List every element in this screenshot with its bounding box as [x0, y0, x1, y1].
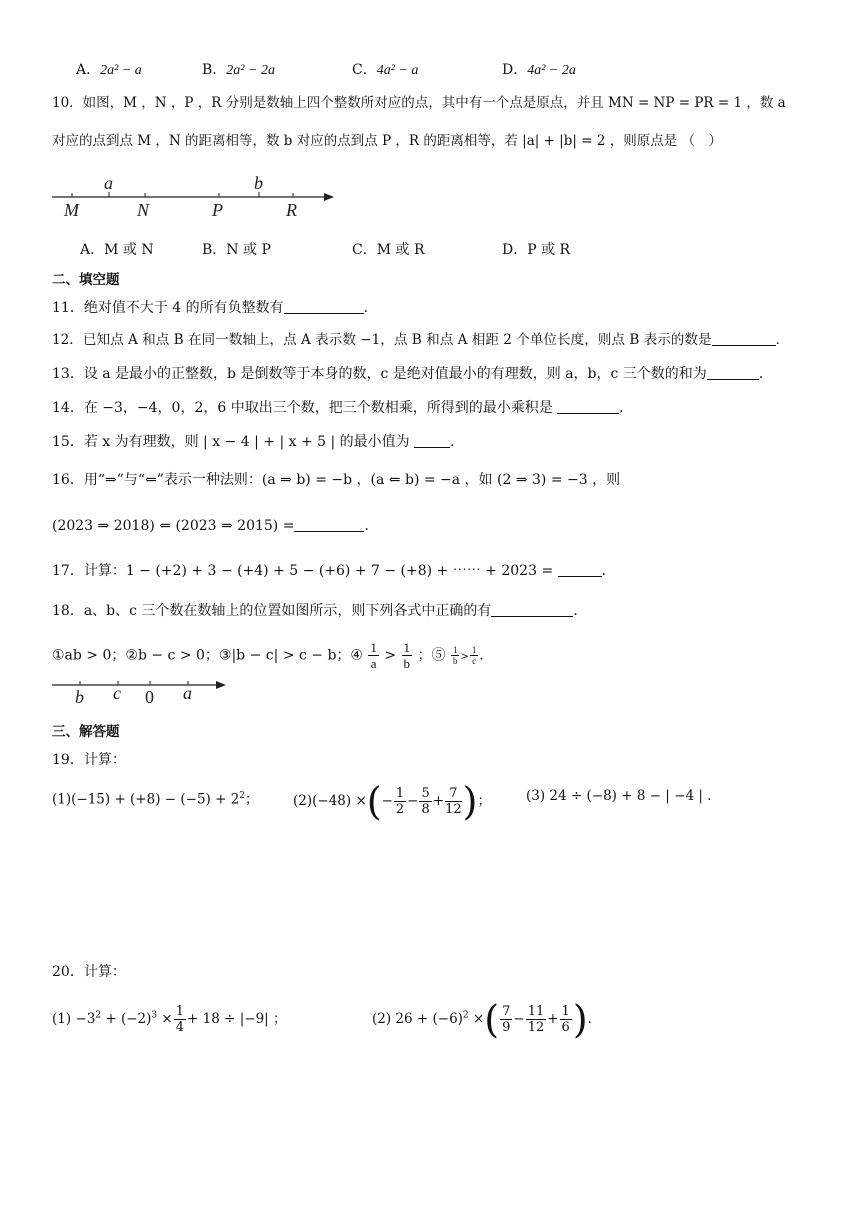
q9-option-d: D．4a² − 2a: [502, 62, 576, 78]
q10-option-c: C．M 或 R: [352, 242, 425, 258]
q10-number-line: [50, 172, 340, 222]
answer-blank: [707, 365, 759, 380]
q11: 11．绝对值不大于 4 的所有负整数有 ．: [52, 300, 378, 316]
q19-part3: (3) 24 ÷ (−8) + 8 − | −4 | .: [526, 788, 712, 804]
axis-label-a: a: [183, 683, 192, 703]
q10-option-a: A．M 或 N: [80, 242, 154, 258]
q16-line1: 16．用“⇒”与“⇐”表示一种法则：(a ⇒ b) = −b ，(a ⇐ b) = −a ，如 (2 ⇒ 3) = −3 ，则: [52, 472, 621, 488]
axis-label-c: c: [113, 683, 121, 703]
answer-blank: [712, 331, 776, 346]
q18-number-line: [50, 674, 240, 708]
q10-option-b: B．N 或 P: [202, 242, 271, 258]
q14: 14．在 −3，−4，0，2，6 中取出三个数，把三个数相乘，所得到的最小乘积是 ．: [52, 400, 634, 416]
axis-label-b: b: [254, 173, 263, 193]
axis-label-p: P: [212, 200, 223, 220]
q13: 13．设 a 是最小的正整数，b 是倒数等于本身的数，c 是绝对值最小的有理数，则 a，b，c 三个数的和为 ．: [52, 366, 773, 382]
answer-blank: [294, 517, 364, 532]
q12: 12．已知点 A 和点 B 在同一数轴上，点 A 表示数 −1，点 B 和点 A 相距 2 个单位长度，则点 B 表示的数是 ．: [52, 332, 790, 348]
q9-option-a: A．2a² − a: [76, 62, 142, 78]
q9-option-b: B．2a² − 2a: [202, 62, 275, 78]
q17: 17．计算：1 − (+2) + 3 − (+4) + 5 − (+6) + 7 − (+8) + ⋯⋯ + 2023 = ．: [52, 563, 616, 579]
axis-label-a: a: [104, 173, 113, 193]
q19-title: 19．计算：: [52, 752, 126, 768]
q20-part1: $(1) -3^2 + (-2)^3$ × $\frac{1}{4}$ + 18 ÷ |−9| ；: [52, 1004, 287, 1035]
q19-part2: (2)(−48) ×(− $\frac{1}{2}$ − $\frac{5}{8}$ + $\frac{7}{12}$ )；: [293, 779, 491, 824]
q20-part2: (2) $26 + (-6)^2$ ×( $\frac{7}{9}$ − $\frac{11}{12}$ + $\frac{1}{6}$ ).: [372, 997, 592, 1042]
q10-stem-line1: 10．如图，M ，N ，P ，R 分别是数轴上四个整数所对应的点，其中有一个点是原点，并且 MN = NP = PR = 1 ，数 a: [52, 95, 786, 111]
axis-label-zero: 0: [145, 687, 154, 707]
q15: 15．若 x 为有理数，则 | x − 4 | + | x + 5 | 的最小值为 ．: [52, 434, 465, 450]
q16-line2: (2023 ⇒ 2018) ⇐ (2023 ⇒ 2015) = ．: [52, 518, 379, 534]
axis-label-b: b: [75, 687, 84, 707]
answer-blank: [284, 299, 364, 314]
answer-blank: [557, 399, 619, 414]
q9-option-c: C．4a² − a: [352, 62, 419, 78]
q19-part1: $(1)(-15) + (+8) - (-5) + 2^2$；: [52, 791, 259, 808]
q20-title: 20．计算：: [52, 964, 126, 980]
axis-label-m: M: [64, 200, 79, 220]
axis-label-r: R: [286, 200, 297, 220]
section-solve-heading: 三、解答题: [52, 724, 120, 740]
q10-option-d: D．P 或 R: [502, 242, 571, 258]
axis-label-n: N: [137, 200, 150, 220]
q18-stem: 18．a、b、c 三个数在数轴上的位置如图所示，则下列各式中正确的有 ．: [52, 603, 588, 619]
answer-blank: [491, 602, 573, 617]
answer-blank: [414, 433, 450, 448]
section-fill-in-heading: 二、填空题: [52, 272, 120, 288]
answer-blank: [558, 562, 602, 577]
q10-stem-line2: 对应的点到点 M ，N 的距离相等，数 b 对应的点到点 P ，R 的距离相等，若 |a| + |b| = 2 ，则原点是 （ ）: [52, 133, 722, 149]
q18-options: ①ab > 0；②b − c > 0；③|b − c| > c − b；④ $\frac{1}{a}$ > $\frac{1}{b}$ ；⑤ $\frac{1}{b}$ > $\frac{1}{c}$ ．: [52, 640, 494, 671]
